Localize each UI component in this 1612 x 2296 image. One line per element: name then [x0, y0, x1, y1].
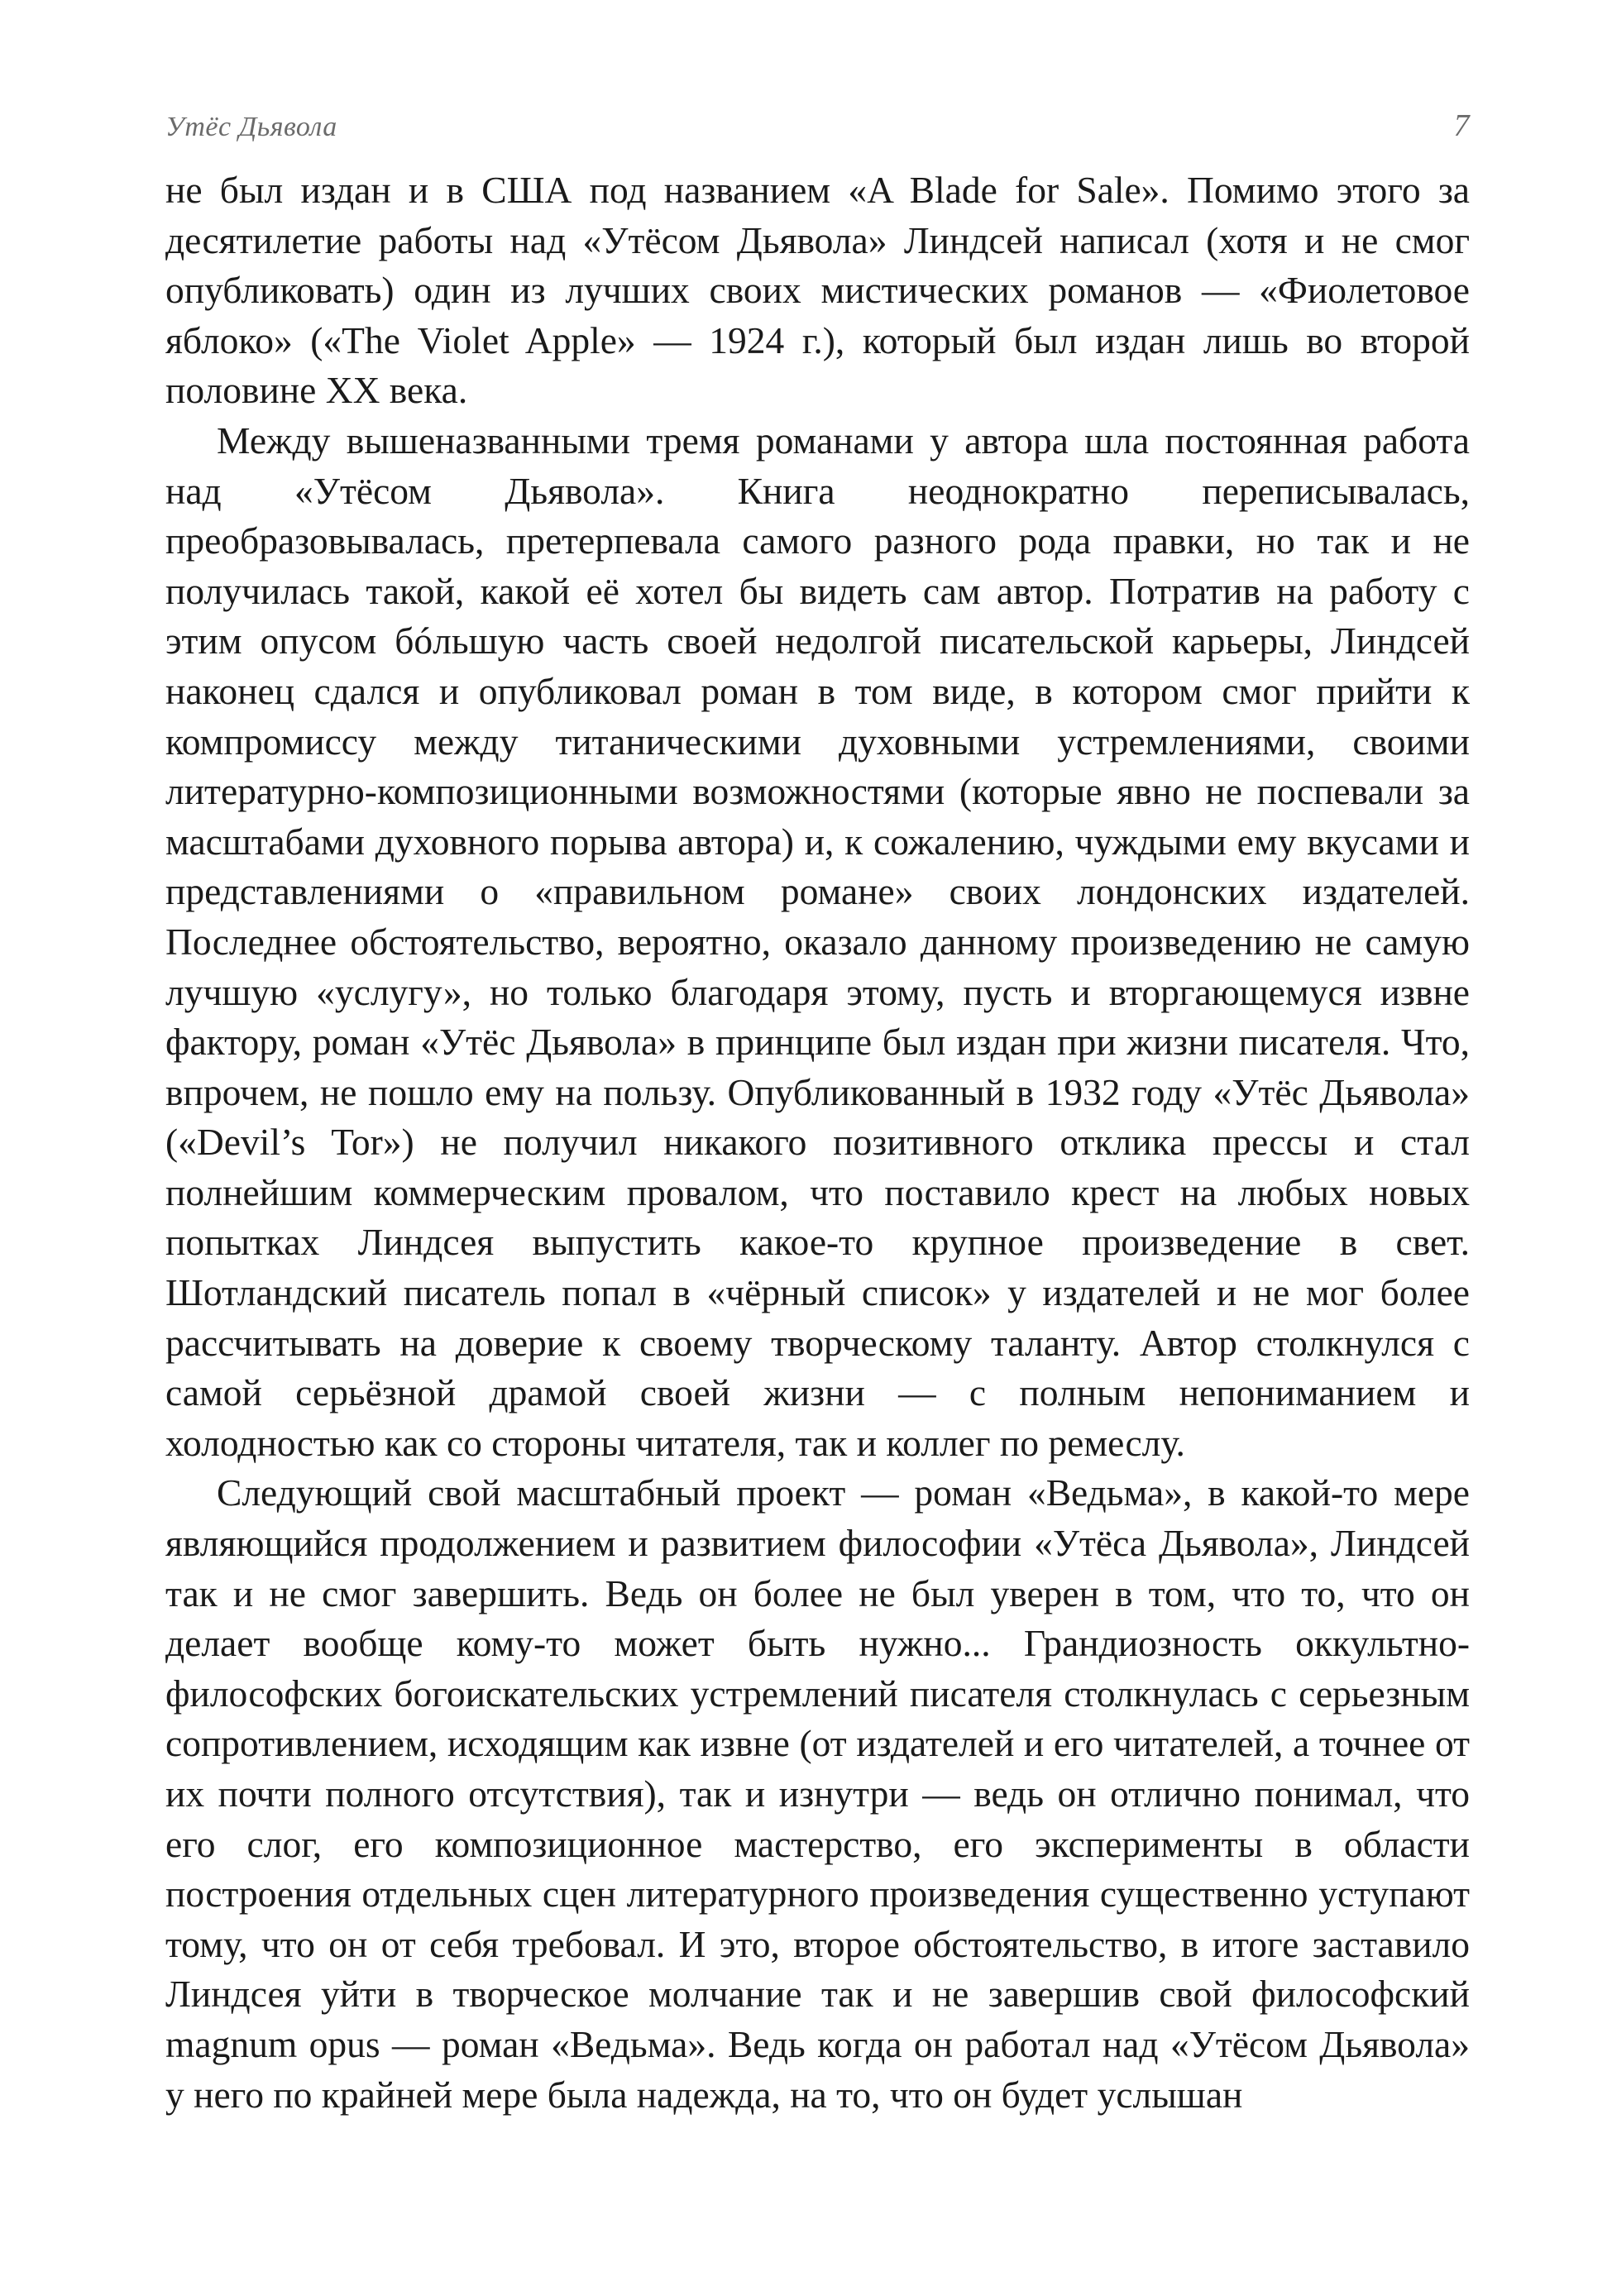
page-number: 7 — [1453, 108, 1470, 143]
paragraph-2: Между вышеназванными тремя романами у автора шла постоянная работа над «Утёсом Дьявола». Книга неоднократно переписывалась, преобразовывалась, претерпевала самого разного рода правки, но так и не получилась такой, какой её хотел бы видеть сам автор. Потратив на работу с этим опусом бóльшую часть своей недолгой писательской карьеры, Линдсей наконец сдался и опубликовал роман в том виде, в котором смог прийти к компромиссу между титаническими духовными устремлениями, своими литературно-композиционными возможностями (которые явно не поспевали за масштабами духовного порыва автора) и, к сожалению, чуждыми ему вкусами и представлениями о «правильном романе» своих лондонских издателей. Последнее обстоятельство, вероятно, оказало данному произведению не самую лучшую «услугу», но только благодаря этому, пусть и вторгающемуся извне фактору, роман «Утёс Дьявола» в принципе был издан при жизни писателя. Что, впрочем, не пошло ему на пользу. Опубликованный в 1932 году «Утёс Дьявола» («Devil’s Tor») не получил никакого позитивного отклика прессы и стал полнейшим коммерческим провалом, что поставило крест на любых новых попытках Линдсея выпустить какое-то крупное произведение в свет. Шотландский писатель попал в «чёрный список» у издателей и не мог более рассчитывать на доверие к своему творческому таланту. Автор столкнулся с самой серьёзной драмой своей жизни — с полным непониманием и холодностью как со стороны читателя, так и коллег по ремеслу. — [165, 419, 1470, 1464]
running-header — [165, 108, 1470, 149]
paragraph-3: Следующий свой масштабный проект — роман «Ведьма», в какой-то мере являющийся продолжением и развитием философии «Утёса Дьявола», Линдсей так и не смог завершить. Ведь он более не был уверен в том, что то, что он делает вообще кому-то может быть нужно... Грандиозность оккультно-философских богоискательских устремлений писателя столкнулась с серьезным сопротивлением, исходящим как извне (от издателей и его читателей, а точнее от их почти полного отсутствия), так и изнутри — ведь он отлично понимал, что его слог, его композиционное мастерство, его эксперименты в области построения отдельных сцен литературного произведения существенно уступают тому, что он от себя требовал. И это, второе обстоятельство, в итоге заставило Линдсея уйти в творческое молчание так и не завершив свой философский magnum opus — роман «Ведьма». Ведь когда он работал над «Утёсом Дьявола» у него по крайней мере была надежда, на то, что он будет услышан — [165, 1471, 1470, 2116]
paragraph-1: не был издан и в США под названием «A Blade for Sale». Помимо этого за десятилетие работы над «Утёсом Дьявола» Линдсей написал (хотя и не смог опубликовать) один из лучших своих мистических романов — «Фиолетовое яблоко» («The Violet Apple» — 1924 г.), который был издан лишь во второй половине XX века. — [165, 169, 1470, 412]
body-text — [165, 165, 1470, 2120]
running-title: Утёс Дьявола — [165, 112, 337, 142]
